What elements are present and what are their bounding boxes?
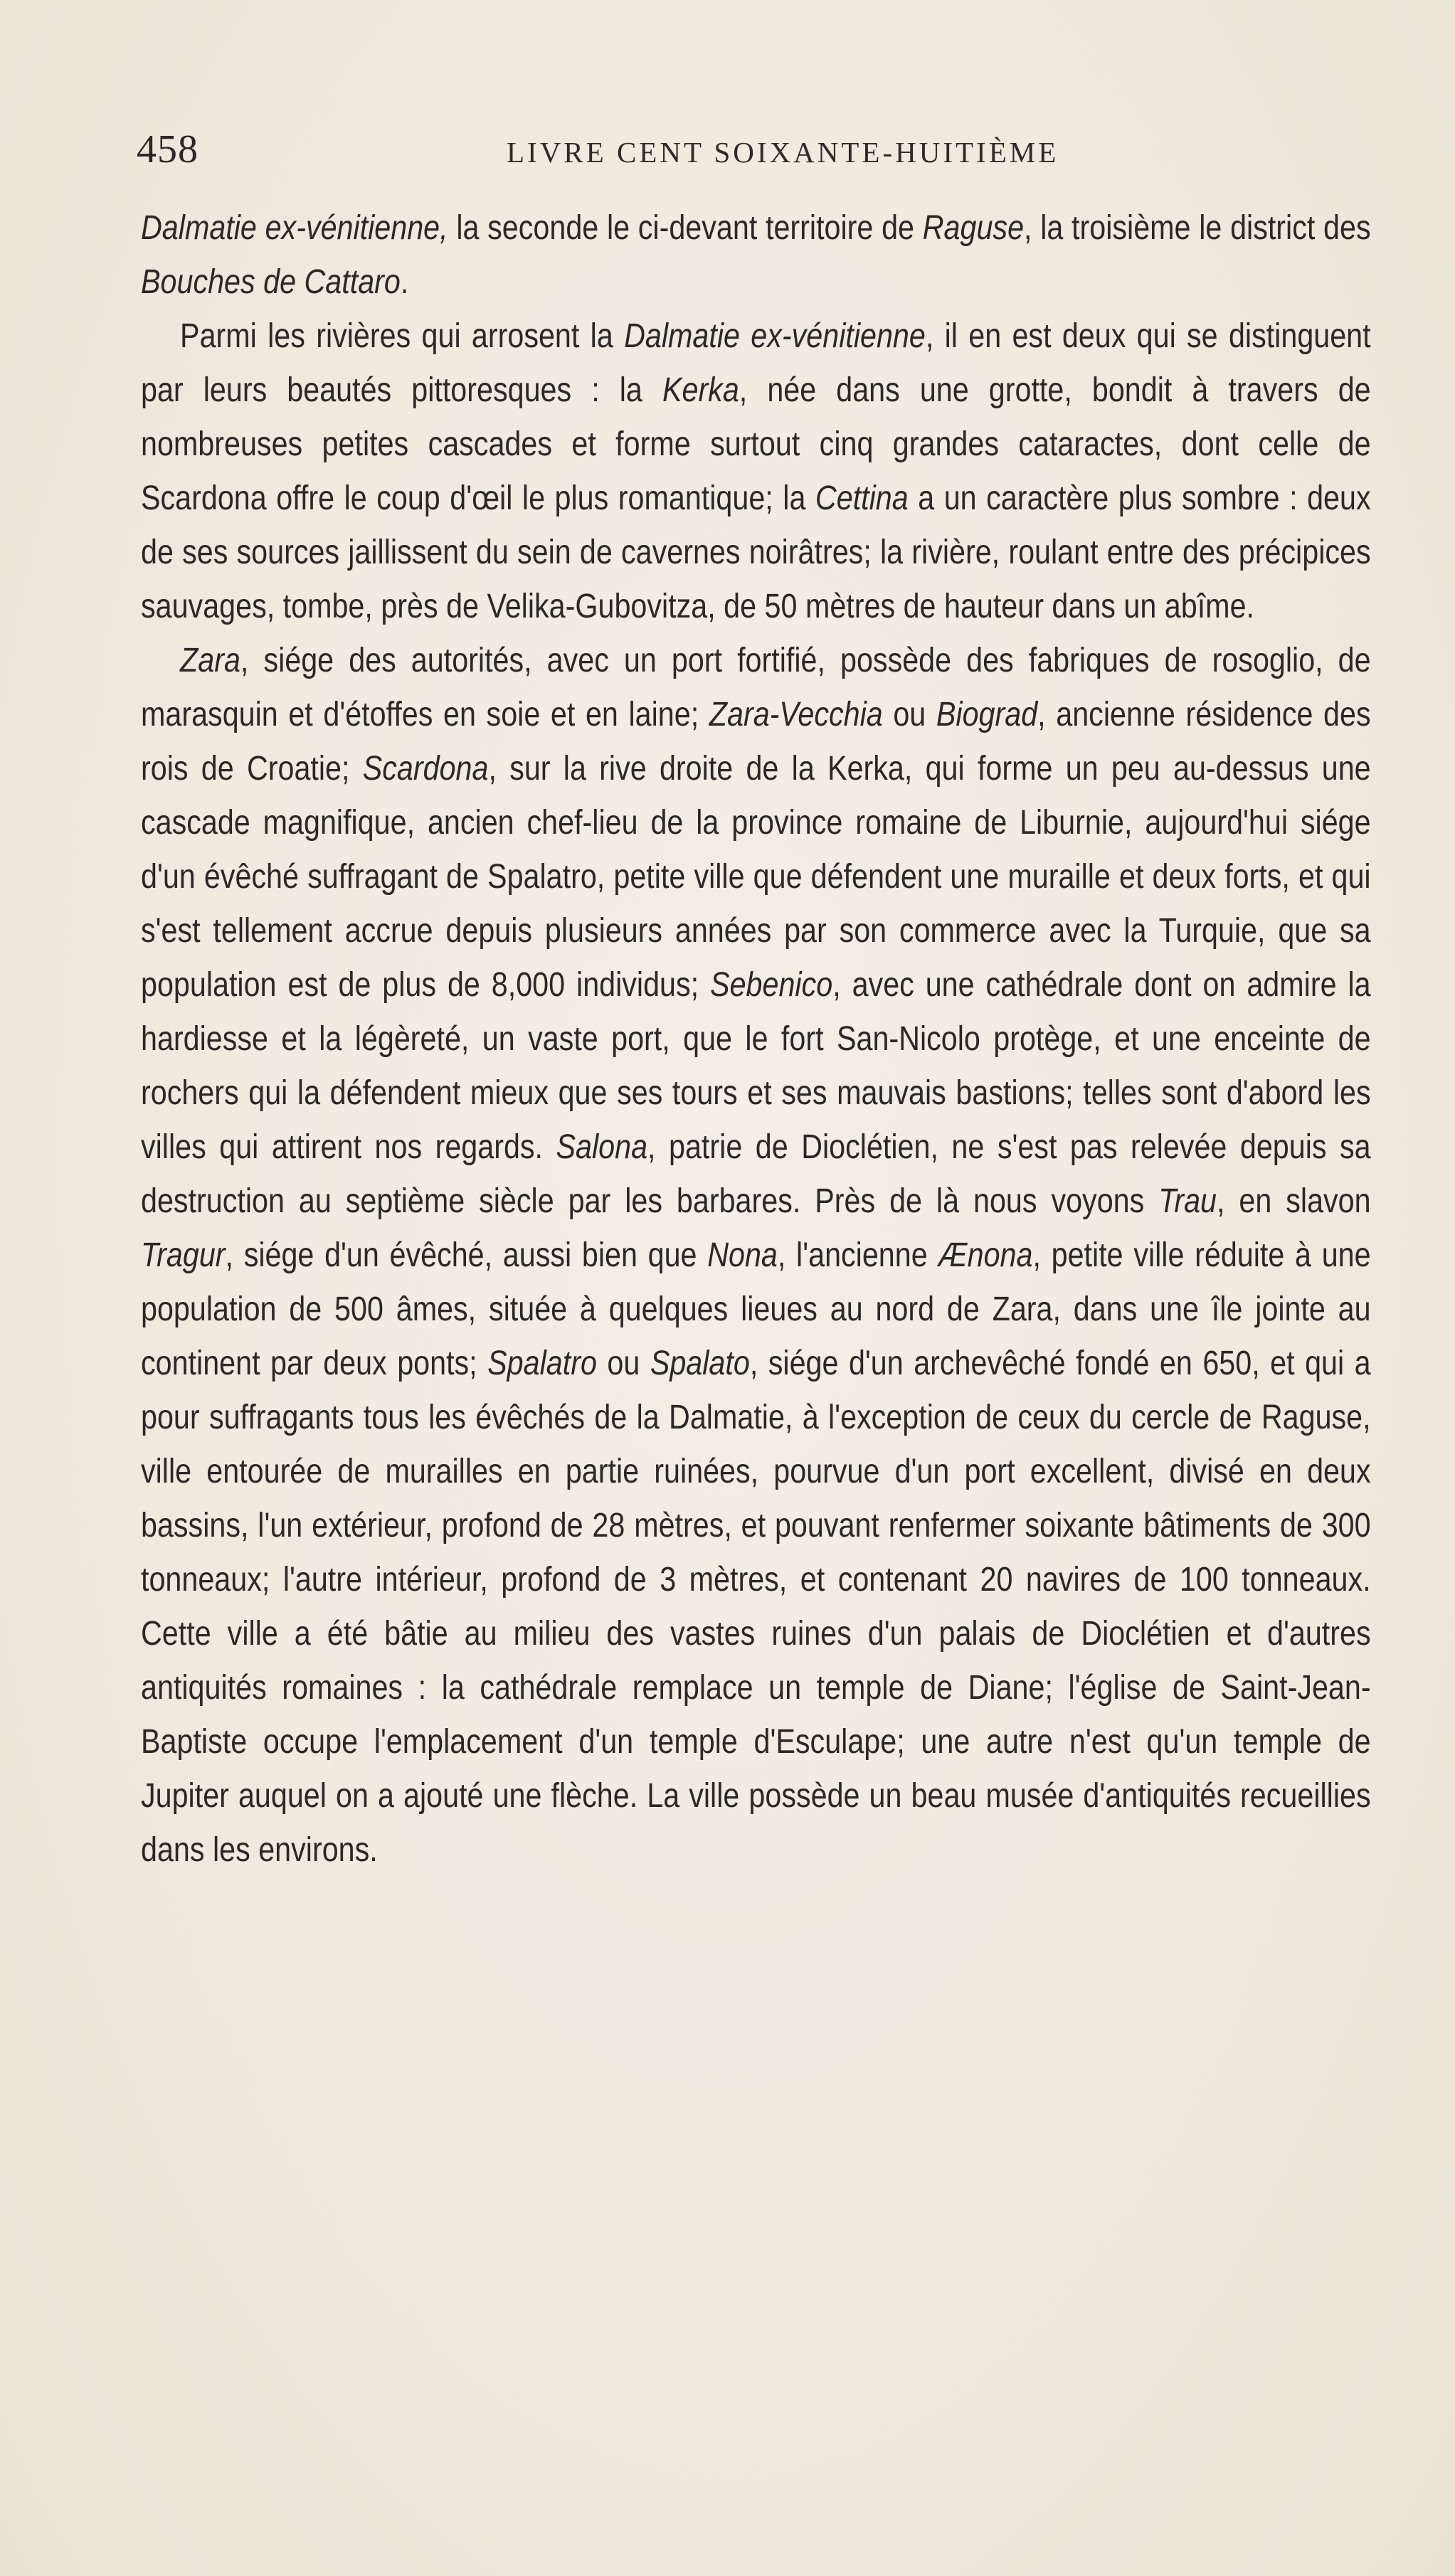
italic-term: Biograd xyxy=(936,696,1038,733)
text-run: , siége des autorités, avec un port fortifié, possède des fabriques de rosoglio, de marasquin et d'étoffes en soie et en laine; xyxy=(141,642,1371,733)
text-run: , avec une cathédrale dont on admire la hardiesse et la légèreté, un vaste port, que le fort San-Nicolo protège, et une enceinte de rochers qui la défendent mieux que ses tours et ses mauvais bastions; telles sont d'abord les villes qui attirent nos regards. xyxy=(141,966,1371,1166)
italic-term: Zara-Vecchia xyxy=(709,696,883,733)
italic-term: Cettina xyxy=(815,479,909,517)
italic-term: Zara xyxy=(180,642,240,679)
italic-term: Ænona xyxy=(938,1236,1033,1274)
italic-term: Bouches de Cattaro xyxy=(141,263,401,301)
text-run: , petite ville réduite à une population de 500 âmes, située à quelques lieues au nord de Zara, dans une île jointe au continent par deux ponts; xyxy=(141,1236,1371,1382)
text-run: , siége d'un évêché, aussi bien que xyxy=(225,1236,708,1274)
text-run: , ancienne résidence des rois de Croatie; xyxy=(141,696,1371,788)
text-run: Parmi les rivières qui arrosent la xyxy=(180,317,625,355)
italic-term: Scardona xyxy=(362,750,489,788)
italic-term: Sebenico xyxy=(710,966,833,1004)
italic-term: Raguse xyxy=(922,209,1025,247)
page-header xyxy=(137,127,1360,184)
text-run: , née dans une grotte, bondit à travers de nombreuses petites cascades et forme surtout cinq grandes cataractes, dont celle de Scardona offre le coup d'œil le plus romantique; la xyxy=(141,371,1371,517)
body-text xyxy=(141,201,1371,1877)
running-head: LIVRE CENT SOIXANTE-HUITIÈME xyxy=(507,136,1059,169)
italic-term: Trau xyxy=(1158,1182,1217,1220)
text-run: a un caractère plus sombre : deux de ses sources jaillissent du sein de cavernes noirâtres; la rivière, roulant entre des précipices sauvages, tombe, près de Velika-Gubovitza, de 50 mètres de hauteur dans un abîme. xyxy=(141,479,1371,625)
italic-term: Dalmatie ex-vénitienne, xyxy=(141,209,448,247)
italic-term: Spalato xyxy=(650,1345,750,1382)
text-run: ou xyxy=(882,696,936,733)
text-run: la seconde le ci-devant territoire de xyxy=(448,209,923,247)
text-run: ou xyxy=(596,1345,650,1382)
paragraph xyxy=(141,201,1371,309)
text-run: , patrie de Dioclétien, ne s'est pas relevée depuis sa destruction au septième siècle par les barbares. Près de là nous voyons xyxy=(141,1128,1371,1220)
paragraph xyxy=(141,634,1371,1877)
text-run: , en slavon xyxy=(1217,1182,1371,1220)
paragraph xyxy=(141,309,1371,634)
text-run: , siége d'un archevêché fondé en 650, et qui a pour suffragants tous les évêchés de la Dalmatie, à l'exception de ceux du cercle de Raguse, ville entourée de murailles en partie ruinées, pourvue d'un port excellent, divisé en deux bassins, l'un extérieur, profond de 28 mètres, et pouvant renfermer soixante bâtiments de 300 tonneaux; l'autre intérieur, profond de 3 mètres, et contenant 20 navires de 100 tonneaux. Cette ville a été bâtie au milieu des vastes ruines d'un palais de Dioclétien et d'autres antiquités romaines : la cathédrale remplace un temple de Diane; l'église de Saint-Jean-Baptiste occupe l'emplacement d'un temple d'Esculape; une autre n'est qu'un temple de Jupiter auquel on a ajouté une flèche. La ville possède un beau musée d'antiquités recueillies dans les environs. xyxy=(141,1345,1371,1869)
page-number: 458 xyxy=(137,127,199,171)
text-run: , l'ancienne xyxy=(777,1236,938,1274)
text-run: . xyxy=(400,263,409,301)
italic-term: Nona xyxy=(707,1236,778,1274)
italic-term: Tragur xyxy=(141,1236,226,1274)
text-run: , la troisième le district des xyxy=(1024,209,1371,247)
italic-term: Kerka xyxy=(662,371,739,409)
italic-term: Dalmatie ex-vénitienne xyxy=(624,317,926,355)
text-run: , il en est deux qui se distinguent par leurs beautés pittoresques : la xyxy=(141,317,1371,409)
text-run: , sur la rive droite de la Kerka, qui forme un peu au-dessus une cascade magnifique, ancien chef-lieu de la province romaine de Liburnie, aujourd'hui siége d'un évêché suffragant de Spalatro, petite ville que défendent une muraille et deux forts, et qui s'est tellement accrue depuis plusieurs années par son commerce avec la Turquie, que sa population est de plus de 8,000 individus; xyxy=(141,750,1371,1004)
italic-term: Spalatro xyxy=(487,1345,597,1382)
italic-term: Salona xyxy=(556,1128,648,1166)
